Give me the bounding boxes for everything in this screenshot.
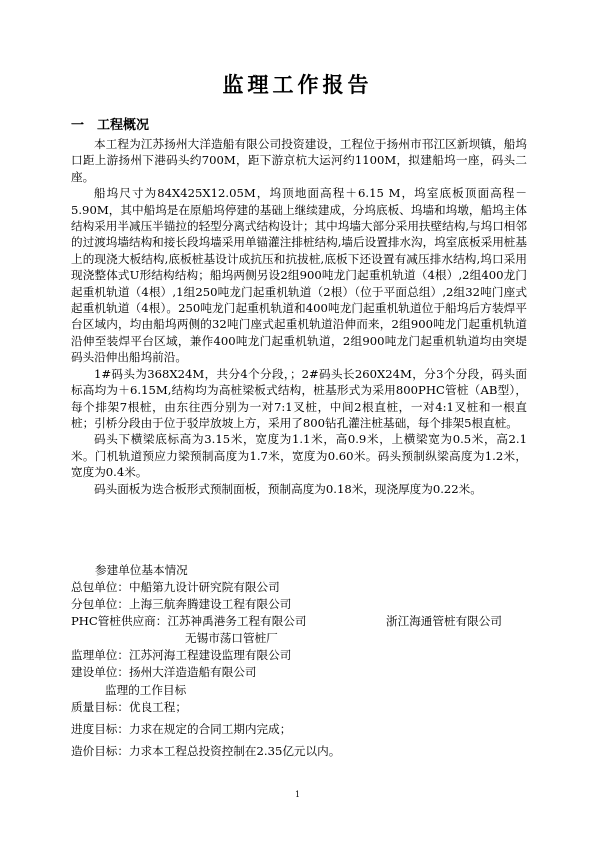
paragraph-deck: 码头面板为迭合板形式预制面板，预制高度为0.18米，现浇厚度为0.22米。 [94,481,482,496]
owner-unit: 建设单位：扬州大洋造造船有限公司 [71,665,257,679]
report-title: 监理工作报告 [222,72,373,97]
paragraph-location: 本工程为江苏扬州大洋造船有限公司投资建设，工程位于扬州市邗江区新坝镇，船坞口距上游扬州下港码头约700M，距下游京杭大运河约1100M，拟建船坞一座，码头二座。 [71,137,527,184]
goals-heading: 监理的工作目标 [105,683,187,697]
subcontractor: 分包单位：上海三航奔腾建设工程有限公司 [71,597,292,611]
quality-goal: 质量目标：优良工程； [71,700,187,714]
participants-heading: 参建单位基本情况 [95,563,188,577]
supervisor-unit: 监理单位：江苏河海工程建设监理有限公司 [71,648,292,662]
phc-supplier-1: PHC管桩供应商：江苏神禹港务工程有限公司 [71,614,307,628]
overview-body [71,136,527,497]
paragraph-wharf: 1#码头为368X24M，共分4个分段，；2#码头长260X24M，分3个分段，码头面标高均为＋6.15M,结构均为高桩梁板式结构，桩基形式为采用800PHC管桩（AB型），每个排架7根桩，由东往西分别为一对7:1叉桩，中间2根直桩，一对4:1叉桩和一根直桩；引桥分段由于位于驳岸放坡上方，采用了800钻孔灌注桩基础，每个排架5根直桩。 [71,366,527,430]
paragraph-dock: 船坞尺寸为84X425X12.05M，坞顶地面高程＋6.15 M，坞室底板顶面高程－5.90M，其中船坞是在原船坞停建的基础上继续建成，分坞底板、坞墙和坞墩，船坞主体结构采用半减压半锚拉的轻型分离式结构设计；其中坞墙大部分采用扶壁结构,与坞口相邻的过渡坞墙结构和接长段坞墙采用单锚灌注排桩结构,墙后设置排水沟，坞室底板采用桩基上的现浇大板结构,底板桩基设计成抗压和抗拔桩,底板下还设置有减压排水结构,坞口采用现浇整体式U形结构结构；船坞两侧另设2组900吨龙门起重机轨道（4根）,2组400龙门起重机轨道（4根）,1组250吨龙门起重机轨道（2根）（位于平面总组）,2组32吨门座式起重机轨道（4根）。250吨龙门起重机轨道和400吨龙门起重机轨道位于船坞后方装焊平台区域内，均由船坞两侧的32吨门座式起重机轨道沿伸而来，2组900吨龙门起重机轨道沿伸至装焊平台区域，兼作400吨龙门起重机轨道，2组900吨龙门起重机轨道均由突堤码头沿伸出船坞前沿。 [71,186,527,365]
general-contractor: 总包单位：中船第九设计研究院有限公司 [71,580,280,594]
schedule-goal: 进度目标：力求在规定的合同工期内完成； [71,722,292,736]
page-number: 1 [294,790,301,799]
section-heading-overview: 一 工程概况 [71,118,150,133]
phc-supplier-3: 无锡市荡口管桩厂 [185,631,278,645]
phc-supplier-2: 浙江海通管桩有限公司 [386,614,502,628]
paragraph-beams: 码头下横梁底标高为3.15米，宽度为1.1米，高0.9米，上横梁宽为0.5米，高2.1米。门机轨道预应力梁预制高度为1.7米，宽度为0.60米。码头预制纵梁高度为1.2米，宽度为0.4米。 [71,432,527,480]
phc-supplier-row [71,612,551,630]
cost-goal: 造价目标：力求本工程总投资控制在2.35亿元以内。 [71,744,341,758]
